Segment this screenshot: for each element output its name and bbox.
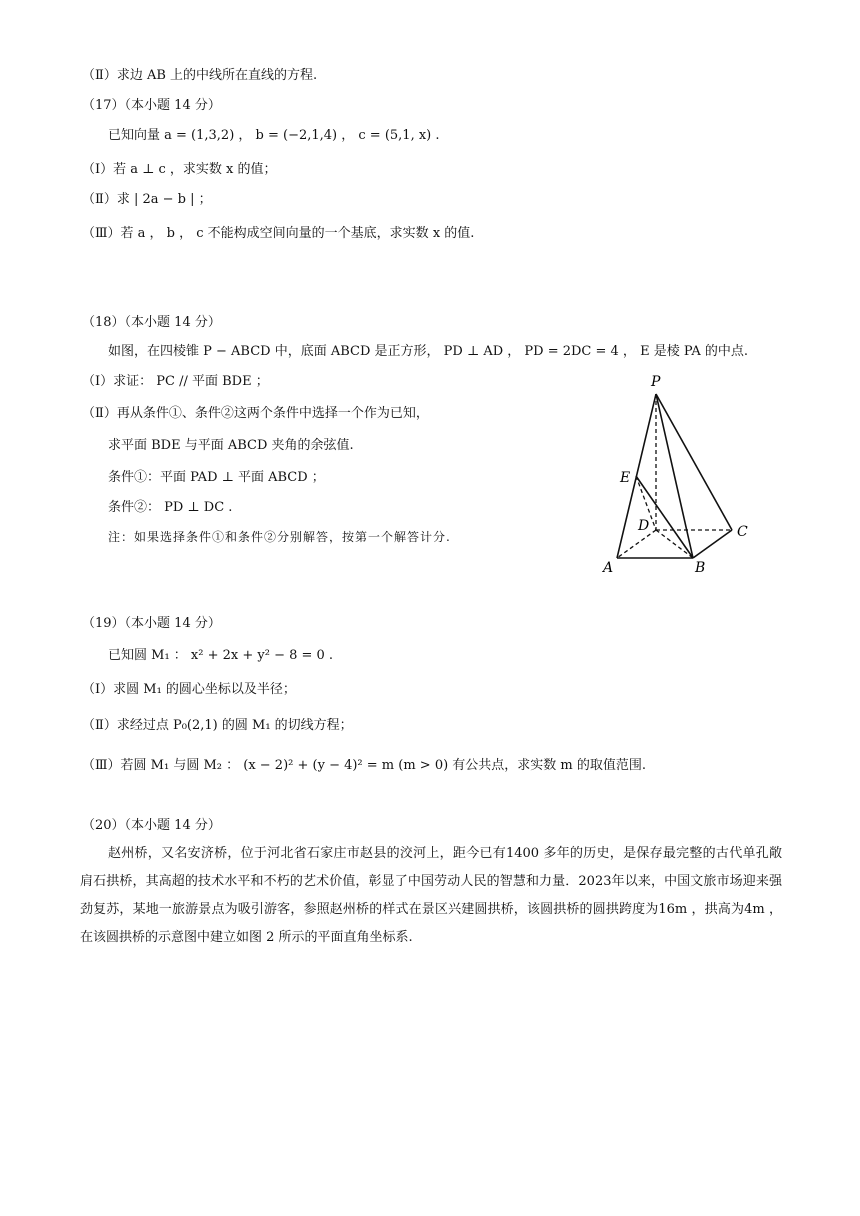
problem-19-part-i: （Ⅰ）求圆 M₁ 的圆心坐标以及半径；	[82, 682, 296, 697]
problem-18-condition-2: 条件②： PD ⊥ DC .	[108, 500, 233, 515]
edge-pb	[656, 394, 693, 558]
problem-18-part-i: （Ⅰ）求证： PC // 平面 BDE ；	[82, 374, 269, 389]
label-e: E	[620, 470, 631, 486]
problem-18-note: 注：如果选择条件①和条件②分别解答，按第一个解答计分.	[108, 530, 451, 544]
label-c: C	[737, 524, 748, 540]
pyramid-figure	[600, 370, 770, 580]
problem-18-condition-1: 条件①：平面 PAD ⊥ 平面 ABCD ；	[108, 470, 325, 485]
problem-18-heading: （18）（本小题 14 分）	[82, 315, 221, 330]
problem-20-body: 赵州桥，又名安济桥，位于河北省石家庄市赵县的洨河上，距今已有1400 多年的历史，是保存最完整的古代单孔敞肩石拱桥，其高超的技术水平和不朽的艺术价值，彰显了中国劳动人民的智慧和力量．2023年以来，中国文旅市场迎来强劲复苏，某地一旅游景点为吸引游客，参照赵州桥的样式在景区兴建圆拱桥，该圆拱桥的圆拱跨度为16m ，拱高为4m ，在该圆拱桥的示意图中建立如图 2 所示的平面直角坐标系.	[80, 846, 782, 945]
problem-16-part-ii: （Ⅱ）求边 AB 上的中线所在直线的方程.	[82, 68, 318, 83]
problem-18-part-ii: （Ⅱ）再从条件①、条件②这两个条件中选择一个作为已知，	[82, 406, 429, 421]
problem-20-heading: （20）（本小题 14 分）	[82, 818, 221, 833]
problem-17-part-ii: （Ⅱ）求 | 2a − b | ；	[82, 192, 212, 207]
problem-18-part-ii-continued: 求平面 BDE 与平面 ABCD 夹角的余弦值.	[108, 438, 354, 453]
edge-bc	[693, 530, 732, 558]
edge-pc	[656, 394, 732, 530]
problem-17-part-i: （Ⅰ）若 a ⊥ c ，求实数 x 的值；	[82, 162, 277, 177]
problem-19-given: 已知圆 M₁ ： x² + 2x + y² − 8 = 0 .	[108, 648, 334, 663]
label-d: D	[638, 518, 650, 534]
label-p: P	[651, 374, 661, 390]
problem-19-heading: （19）（本小题 14 分）	[82, 616, 221, 631]
label-b: B	[695, 560, 706, 576]
problem-17-part-iii: （Ⅲ）若 a ， b ， c 不能构成空间向量的一个基底，求实数 x 的值.	[82, 226, 475, 241]
problem-17-given: 已知向量 a = (1,3,2) ， b = (−2,1,4) ， c = (5,1, x) .	[108, 128, 440, 143]
problem-17-heading: （17）（本小题 14 分）	[82, 98, 221, 113]
problem-19-part-iii: （Ⅲ）若圆 M₁ 与圆 M₂ ： (x − 2)² + (y − 4)² = m (m > 0) 有公共点，求实数 m 的取值范围.	[82, 758, 647, 773]
label-a: A	[603, 560, 614, 576]
problem-19-part-ii: （Ⅱ）求经过点 P₀(2,1) 的圆 M₁ 的切线方程；	[82, 718, 353, 733]
problem-18-given: 如图，在四棱锥 P − ABCD 中，底面 ABCD 是正方形， PD ⊥ AD ， PD = 2DC = 4 ， E 是棱 PA 的中点.	[108, 344, 749, 359]
